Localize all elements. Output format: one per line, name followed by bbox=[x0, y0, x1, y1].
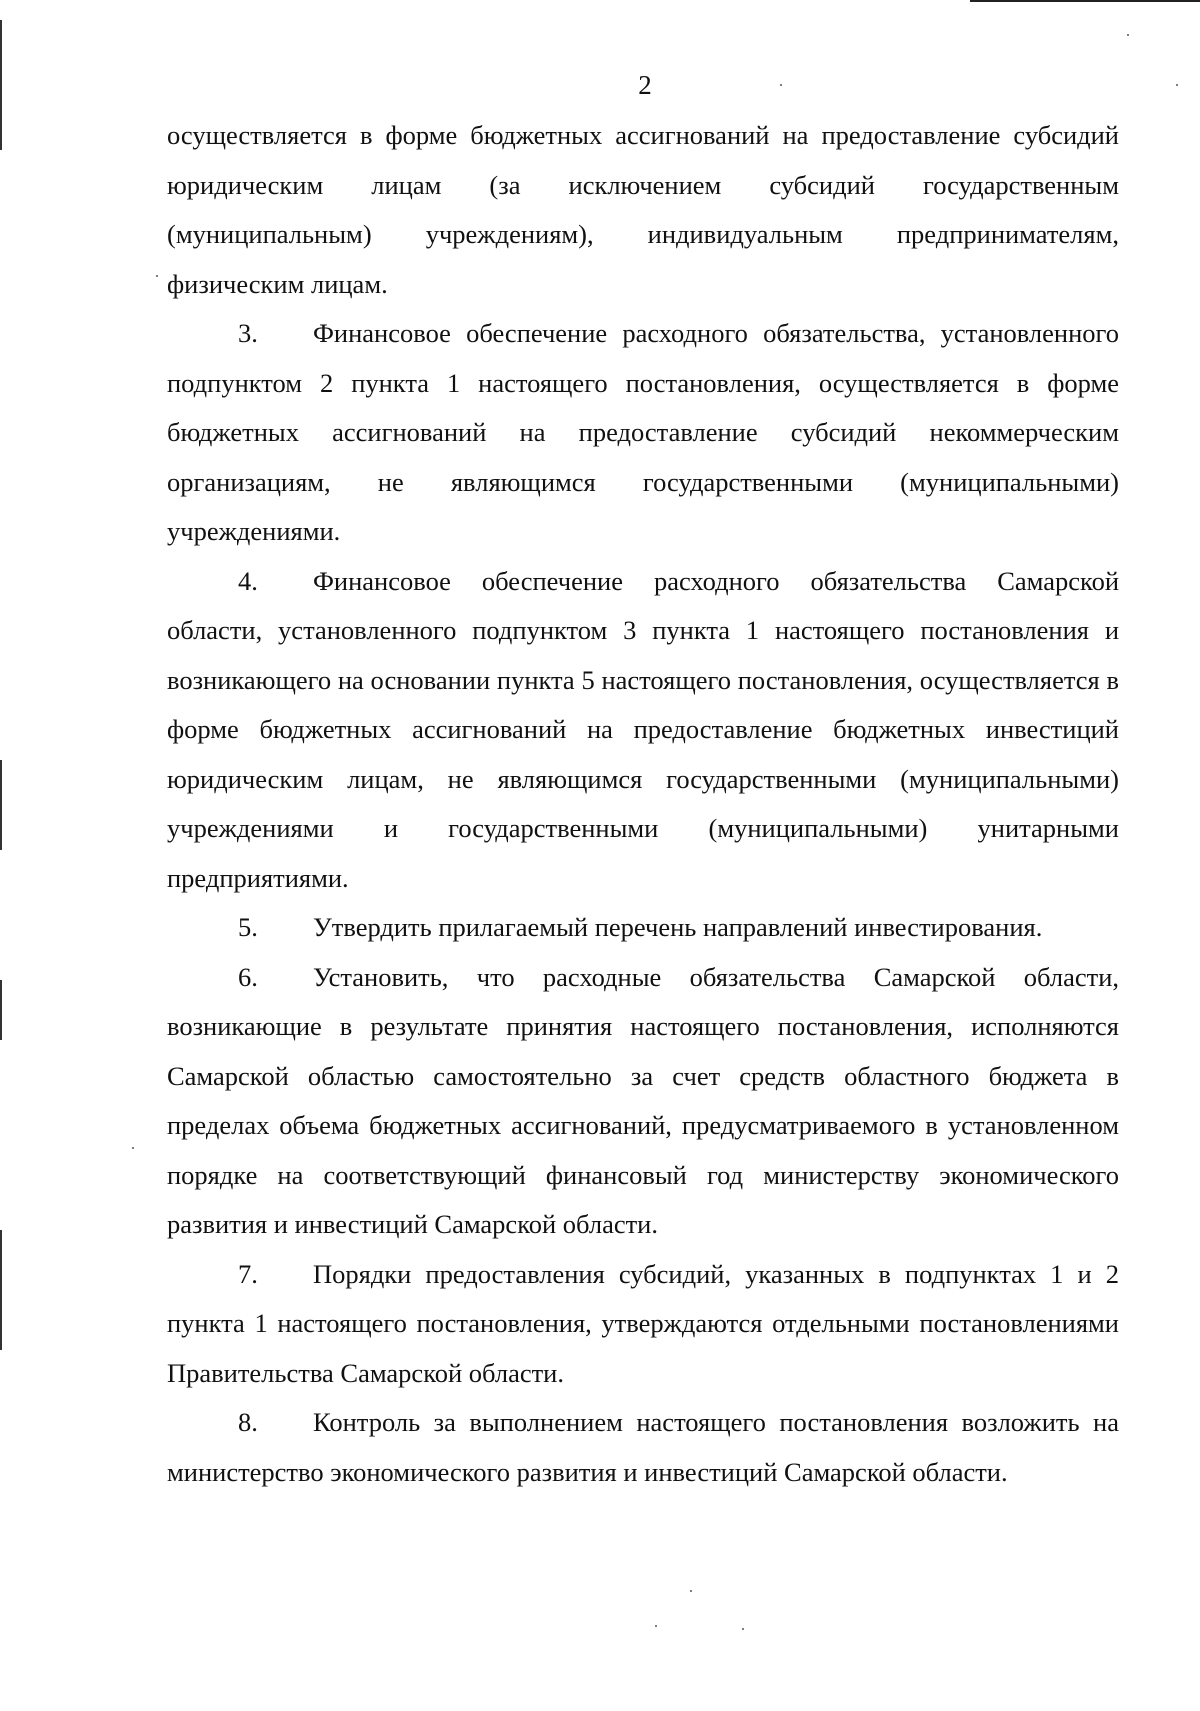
paragraph-continuation: осуществляется в форме бюджетных ассигнований на предоставление субсидий юридическим лицам (за исключением субсидий государственным (муниципальным) учреждениям), индивидуальным предпринимателям, физическим лицам. bbox=[167, 120, 1119, 299]
item-number: 5. bbox=[238, 912, 258, 942]
item-text: Утвердить прилагаемый перечень направлений инвестирования. bbox=[313, 912, 1043, 942]
paragraph-item-7 bbox=[167, 1250, 1119, 1399]
item-number: 8. bbox=[238, 1407, 258, 1437]
scan-edge-mark bbox=[0, 760, 2, 850]
item-number: 7. bbox=[238, 1258, 258, 1289]
item-number: 6. bbox=[238, 961, 258, 992]
scan-speck bbox=[156, 275, 158, 277]
scan-speck bbox=[655, 1625, 657, 1627]
scan-edge-mark bbox=[0, 980, 2, 1040]
scan-speck bbox=[132, 1147, 134, 1149]
document-body bbox=[167, 111, 1119, 1497]
scan-speck bbox=[742, 1628, 744, 1630]
item-number: 3. bbox=[238, 318, 258, 348]
paragraph-item-3 bbox=[167, 309, 1119, 557]
item-text: Финансовое обеспечение расходного обязательства, установленного подпунктом 2 пункта 1 настоящего постановления, осуществляется в форме бюджетных ассигнований на предоставление субсидий некоммерческим организациям, не являющимся государственными (муниципальными) учреждениями. bbox=[167, 318, 1119, 546]
item-text: Финансовое обеспечение расходного обязательства Самарской области, установленного подпунктом 3 пункта 1 настоящего постановления и возникающего на основании пункта 5 настоящего постановления, осуществляется в форме бюджетных ассигнований на предоставление бюджетных инвестиций юридическим лицам, не являющимся государственными (муниципальными) учреждениями и государственными (муниципальными) унитарными предприятиями. bbox=[167, 565, 1119, 893]
scan-edge-line bbox=[970, 0, 1200, 2]
page-number: 2 bbox=[638, 70, 652, 100]
item-text: Установить, что расходные обязательства Самарской области, возникающие в результате принятия настоящего постановления, исполняются Самарской областью самостоятельно за счет средств областного бюджета в пределах объема бюджетных ассигнований, предусматриваемого в установленном порядке на соответствующий финансовый год министерству экономического развития и инвестиций Самарской области. bbox=[167, 961, 1119, 1239]
paragraph-item-6 bbox=[167, 953, 1119, 1250]
paragraph-item-5 bbox=[167, 903, 1119, 953]
paragraph-item-4 bbox=[167, 557, 1119, 904]
item-text: Порядки предоставления субсидий, указанных в подпунктах 1 и 2 пункта 1 настоящего постановления, утверждаются отдельными постановлениями Правительства Самарской области. bbox=[167, 1258, 1119, 1388]
scan-speck bbox=[690, 1590, 692, 1592]
item-text: Контроль за выполнением настоящего постановления возложить на министерство экономического развития и инвестиций Самарской области. bbox=[167, 1407, 1119, 1487]
scan-edge-mark bbox=[0, 1230, 2, 1350]
paragraph-item-8 bbox=[167, 1398, 1119, 1497]
item-number: 4. bbox=[238, 565, 258, 596]
scan-speck bbox=[1127, 34, 1129, 36]
